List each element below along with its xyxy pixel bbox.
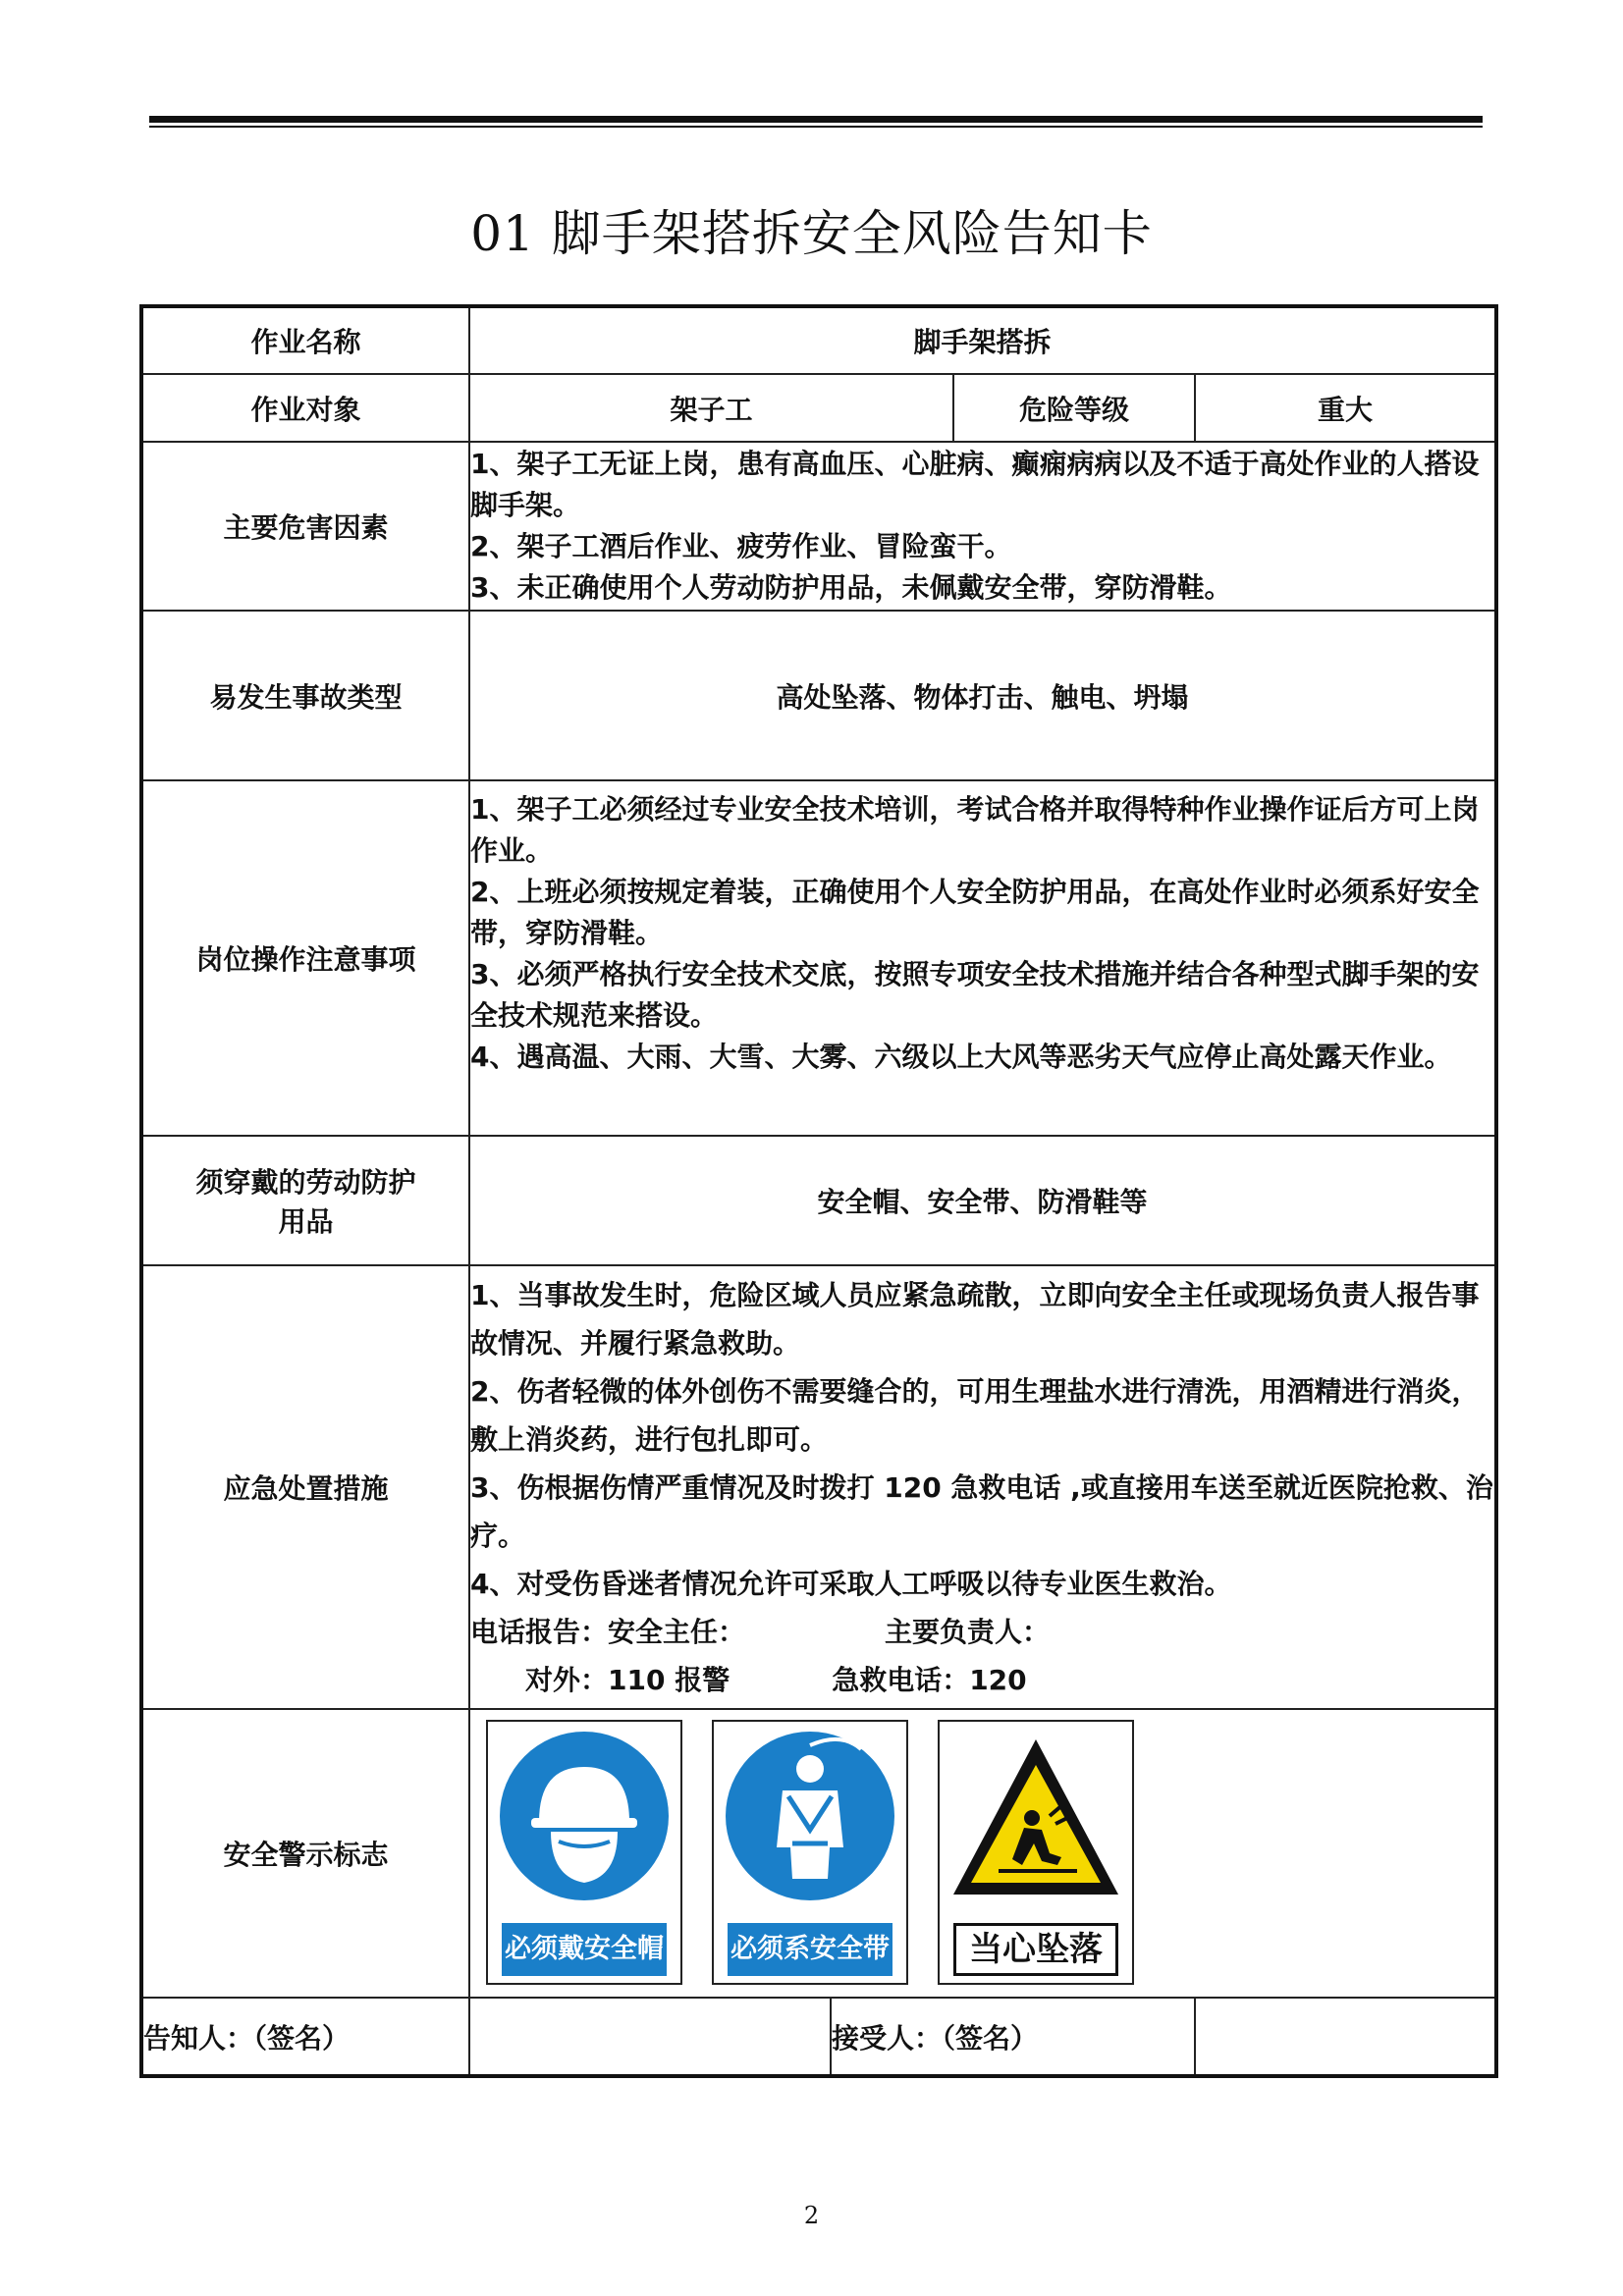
phone-numbers-line xyxy=(470,1656,1494,1704)
page-number: 2 xyxy=(803,2202,820,2229)
precautions-content xyxy=(469,780,1496,1136)
signs-content xyxy=(469,1709,1496,1998)
notifier-signature-field[interactable] xyxy=(469,1998,831,2076)
emergency-line: 4、对受伤昏迷者情况允许可采取人工呼吸以待专业医生救治。 xyxy=(470,1567,1232,1600)
emergency-line: 2、伤者轻微的体外创伤不需要缝合的，可用生理盐水进行清洗，用酒精进行消炎，敷上消炎药，进行包扎即可。 xyxy=(470,1374,1480,1456)
page-title: 01 脚手架搭拆安全风险告知卡 xyxy=(470,205,1153,262)
sign-fall-warning xyxy=(938,1720,1134,1985)
hazards-content xyxy=(469,442,1496,611)
sign-safety-harness xyxy=(712,1720,908,1985)
risk-level-value: 重大 xyxy=(1195,374,1496,442)
row-emergency xyxy=(141,1265,1496,1709)
row-job-target xyxy=(141,374,1496,442)
precaution-line: 1、架子工必须经过专业安全技术培训，考试合格并取得特种作业操作证后方可上岗作业。 xyxy=(470,793,1480,867)
row-signs xyxy=(141,1709,1496,1998)
receiver-signature-field[interactable] xyxy=(1195,1998,1496,2076)
precaution-line: 4、遇高温、大雨、大雪、大雾、六级以上大风等恶劣天气应停止高处露天作业。 xyxy=(470,1041,1452,1073)
row-hazards xyxy=(141,442,1496,611)
hazard-line: 1、架子工无证上岗，患有高血压、心脏病、癫痫病病以及不适于高处作业的人搭设脚手架。 xyxy=(470,448,1480,521)
risk-level-label: 危险等级 xyxy=(953,374,1195,442)
precaution-line: 2、上班必须按规定着装，正确使用个人安全防护用品，在高处作业时必须系好安全带，穿防滑鞋。 xyxy=(470,876,1480,949)
row-precautions xyxy=(141,780,1496,1136)
row-accidents xyxy=(141,611,1496,780)
sign-caption: 必须戴安全帽 xyxy=(502,1923,667,1976)
phone-report-label: 电话报告：安全主任： xyxy=(470,1615,746,1648)
ppe-label xyxy=(141,1136,469,1265)
emergency-content xyxy=(469,1265,1496,1709)
row-ppe xyxy=(141,1136,1496,1265)
hazard-line: 2、架子工酒后作业、疲劳作业、冒险蛮干。 xyxy=(470,530,1012,562)
notifier-signature-label: 告知人：（签名） xyxy=(141,1998,469,2076)
emergency-line: 3、伤根据伤情严重情况及时拨打 120 急救电话 ,或直接用车送至就近医院抢救、治疗。 xyxy=(470,1470,1493,1552)
job-target-label: 作业对象 xyxy=(141,374,469,442)
row-signature xyxy=(141,1998,1496,2076)
precaution-line: 3、必须严格执行安全技术交底，按照专项安全技术措施并结合各种型式脚手架的安全技术规范来搭设。 xyxy=(470,958,1480,1032)
accidents-value: 高处坠落、物体打击、触电、坍塌 xyxy=(469,611,1496,780)
row-job-name xyxy=(141,306,1496,374)
signs-group xyxy=(470,1720,1494,1985)
hazard-line: 3、未正确使用个人劳动防护用品，未佩戴安全带，穿防滑鞋。 xyxy=(470,571,1232,604)
emergency-line: 1、当事故发生时，危险区域人员应紧急疏散，立即向安全主任或现场负责人报告事故情况、并履行紧急救助。 xyxy=(470,1278,1480,1360)
signs-label: 安全警示标志 xyxy=(141,1709,469,1998)
ppe-label-text: 须穿戴的劳动防护用品 xyxy=(195,1166,416,1238)
precautions-label: 岗位操作注意事项 xyxy=(141,780,469,1136)
header-rule-thick xyxy=(149,116,1483,123)
first-aid-phone: 急救电话：120 xyxy=(832,1663,1027,1696)
main-person-label: 主要负责人： xyxy=(885,1615,1051,1648)
job-name-label: 作业名称 xyxy=(141,306,469,374)
accidents-label: 易发生事故类型 xyxy=(141,611,469,780)
sign-caption: 必须系安全带 xyxy=(728,1923,893,1976)
hazards-label: 主要危害因素 xyxy=(141,442,469,611)
job-target-value: 架子工 xyxy=(469,374,953,442)
phone-report-line xyxy=(470,1608,1494,1656)
emergency-label: 应急处置措施 xyxy=(141,1265,469,1709)
receiver-signature-label: 接受人：（签名） xyxy=(831,1998,1195,2076)
ppe-value: 安全帽、安全带、防滑鞋等 xyxy=(469,1136,1496,1265)
job-name-value: 脚手架搭拆 xyxy=(469,306,1496,374)
sign-caption: 当心坠落 xyxy=(953,1923,1118,1976)
risk-notice-card xyxy=(139,304,1498,2078)
sign-hard-hat xyxy=(486,1720,682,1985)
external-phone: 对外：110 报警 xyxy=(525,1663,730,1696)
header-rule-thin xyxy=(149,126,1483,128)
